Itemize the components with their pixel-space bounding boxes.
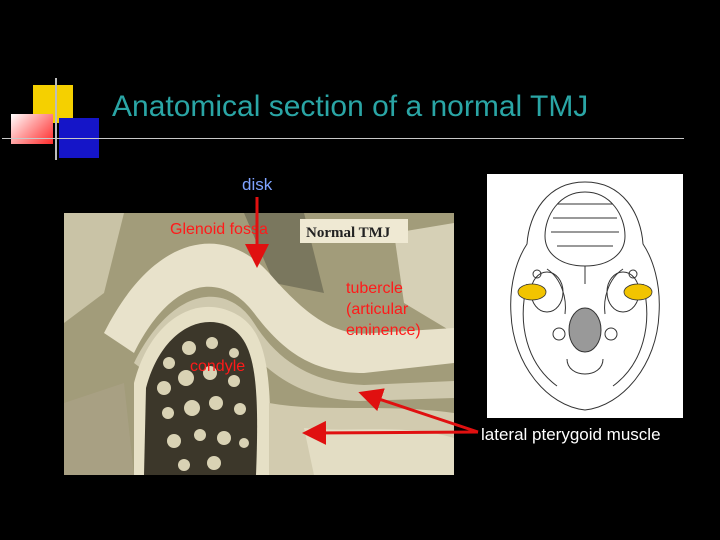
tmj-photo-illustration [64,213,454,475]
skull-base-illustration [487,174,683,418]
label-tubercle-line3: eminence) [346,322,421,339]
slide-title: Anatomical section of a normal TMJ [112,90,589,123]
label-tubercle-line2: (articular [346,301,409,318]
decor-vertical-line [55,78,57,160]
skull-base-diagram [487,174,683,418]
title-underline [2,138,684,139]
tmj-section-photo [64,213,454,475]
label-glenoid-fossa: Glenoid fossa [170,221,268,238]
label-condyle: condyle [190,358,246,375]
photo-caption: Normal TMJ [306,225,391,241]
label-lateral-pterygoid: lateral pterygoid muscle [481,425,661,444]
label-tubercle-line1: tubercle [346,280,403,297]
label-disk: disk [242,175,273,194]
label-tubercle [346,278,421,341]
decor-pink-square [11,114,53,144]
